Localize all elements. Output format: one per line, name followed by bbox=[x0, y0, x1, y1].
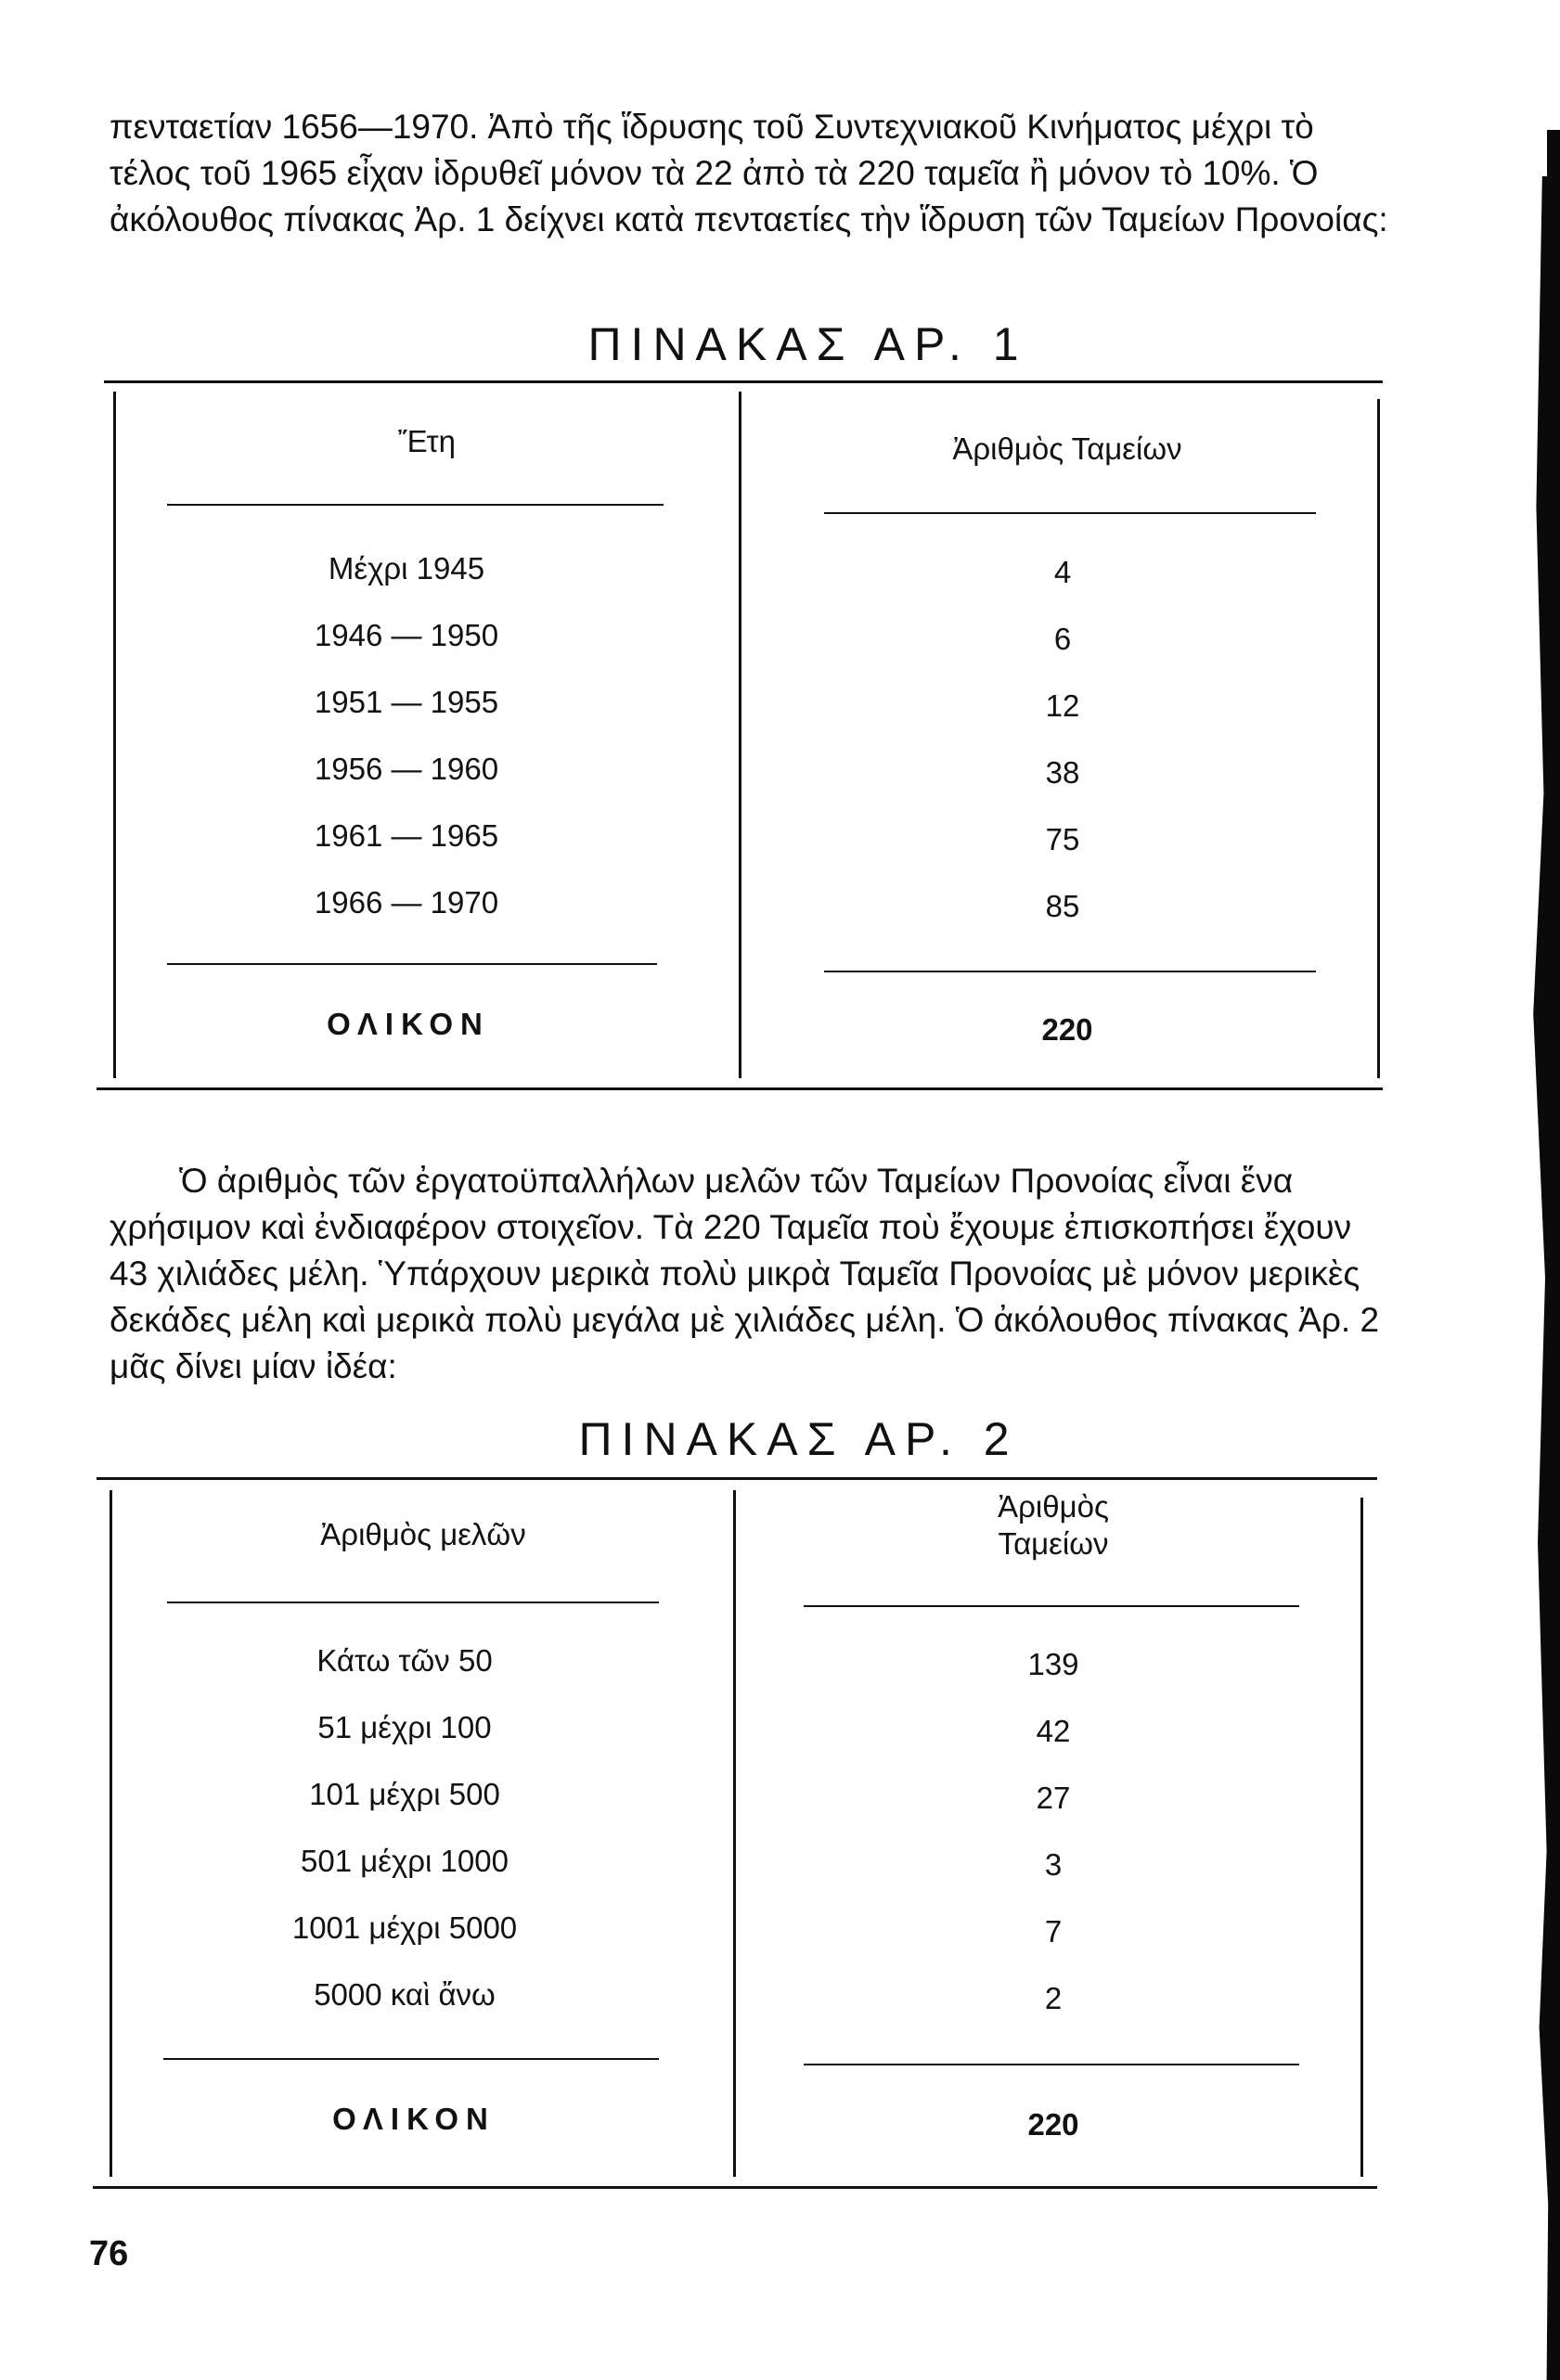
table-row-label: Κάτω τῶν 50 bbox=[316, 1643, 493, 1678]
table-row-label: 5000 καὶ ἄνω bbox=[314, 1977, 496, 2012]
table-2-total-value: 220 bbox=[1027, 2107, 1079, 2142]
table-row-value: 139 bbox=[1027, 1647, 1079, 1681]
table-1-right-border bbox=[1377, 399, 1380, 1078]
table-row-label: 1946 — 1950 bbox=[314, 618, 499, 652]
table-1-total-rule-right bbox=[824, 971, 1316, 972]
table-2-header-funds-line-2: Ταμείων bbox=[998, 1526, 1109, 1561]
table-row-value: 27 bbox=[1036, 1781, 1071, 1815]
table-2-right-border bbox=[1360, 1498, 1363, 2177]
table-2-left-border bbox=[110, 1490, 112, 2177]
intro-paragraph: πενταετίαν 1656—1970. Ἀπὸ τῆς ἵδρυσης τοῦ Συντεχνιακοῦ Κινήματος μέχρι τὸ τέλος τοῦ 1965 εἶχαν ἱδρυθεῖ μόνον τὰ 22 ἀπὸ τὰ 220 ταμεῖα ἢ μόνον τὸ 10%. Ὁ ἀκόλουθος πίνακας Ἀρ. 1 δείχνει κατὰ πενταετίες τὴν ἵδρυση τῶν Ταμείων Προνοίας: bbox=[110, 108, 1388, 238]
table-1-header-funds: Ἀριθμὸς Ταμείων bbox=[952, 431, 1182, 466]
table-row-value: 42 bbox=[1036, 1714, 1071, 1748]
table-row-label: 1956 — 1960 bbox=[314, 752, 499, 786]
table-1-top-rule bbox=[104, 380, 1383, 383]
table-row-value: 6 bbox=[1053, 622, 1072, 656]
table-2-header-rule-left bbox=[167, 1602, 659, 1603]
table-row-value: 4 bbox=[1053, 555, 1072, 589]
torn-page-edge bbox=[1530, 176, 1560, 2380]
table-1-title: ΠΙΝΑΚΑΣ ΑΡ. 1 bbox=[587, 318, 1028, 370]
table-2-total-label: ΟΛΙΚΟΝ bbox=[332, 2102, 496, 2136]
table-2-top-rule bbox=[97, 1477, 1377, 1480]
table-1-total-label: ΟΛΙΚΟΝ bbox=[327, 1007, 490, 1041]
table-2-bottom-rule bbox=[93, 2186, 1377, 2189]
table-row-label: 501 μέχρι 1000 bbox=[301, 1844, 509, 1878]
table-row-label: 1966 — 1970 bbox=[314, 885, 499, 920]
table-2-header-funds-line-1: Ἀριθμὸς bbox=[998, 1489, 1109, 1524]
table-2-total-rule-left bbox=[163, 2058, 659, 2060]
table-row-label: 1001 μέχρι 5000 bbox=[291, 1910, 518, 1945]
table-row-label: 1961 — 1965 bbox=[314, 818, 499, 853]
table-2-header-funds bbox=[798, 1488, 1309, 1563]
table-1-header-rule-left bbox=[167, 504, 664, 506]
table-1-header-rule-right bbox=[824, 512, 1316, 514]
members-paragraph: Ὁ ἀριθμὸς τῶν ἐργατοϋπαλλήλων μελῶν τῶν Ταμείων Προνοίας εἶναι ἕνα χρήσιμον καὶ ἐνδιαφέρον στοιχεῖον. Τὰ 220 Ταμεῖα ποὺ ἔχουμε ἐπισκοπήσει ἔχουν 43 χιλιάδες μέλη. Ὑπάρχουν μερικὰ πολὺ μικρὰ Ταμεῖα Προνοίας μὲ μόνον μερικὲς δεκάδες μέλη καὶ μερικὰ πολὺ μεγάλα μὲ χιλιάδες μέλη. Ὁ ἀκόλουθος πίνακας Ἀρ. 2 μᾶς δίνει μίαν ἰδέα: bbox=[110, 1162, 1380, 1385]
table-row-value: 85 bbox=[1045, 889, 1080, 923]
table-row-label: 101 μέχρι 500 bbox=[309, 1777, 500, 1811]
table-2-column-divider bbox=[733, 1490, 736, 2177]
page-number: 76 bbox=[89, 2234, 129, 2273]
table-1-total-value: 220 bbox=[1041, 1012, 1093, 1047]
table-row-label: Μέχρι 1945 bbox=[328, 551, 485, 585]
table-1-bottom-rule bbox=[97, 1087, 1383, 1090]
table-row-value: 12 bbox=[1045, 688, 1080, 723]
torn-page-edge-top bbox=[1547, 130, 1560, 195]
table-row-value: 3 bbox=[1044, 1847, 1063, 1882]
table-row-value: 75 bbox=[1045, 822, 1080, 856]
table-row-value: 2 bbox=[1044, 1981, 1063, 2015]
table-row-value: 7 bbox=[1044, 1914, 1063, 1949]
table-1-column-divider bbox=[739, 392, 741, 1078]
table-2-header-members: Ἀριθμὸς μελῶν bbox=[320, 1517, 526, 1551]
table-row-label: 51 μέχρι 100 bbox=[317, 1710, 492, 1744]
table-1-left-border bbox=[113, 392, 116, 1078]
table-2-total-rule-right bbox=[804, 2064, 1299, 2065]
table-row-label: 1951 — 1955 bbox=[314, 685, 499, 719]
table-1-total-rule-left bbox=[167, 963, 657, 965]
table-row-value: 38 bbox=[1045, 755, 1080, 790]
table-2-title: ΠΙΝΑΚΑΣ ΑΡ. 2 bbox=[578, 1413, 1019, 1465]
table-2-header-rule-right bbox=[804, 1605, 1299, 1607]
table-1-header-years: Ἔτη bbox=[397, 424, 456, 458]
